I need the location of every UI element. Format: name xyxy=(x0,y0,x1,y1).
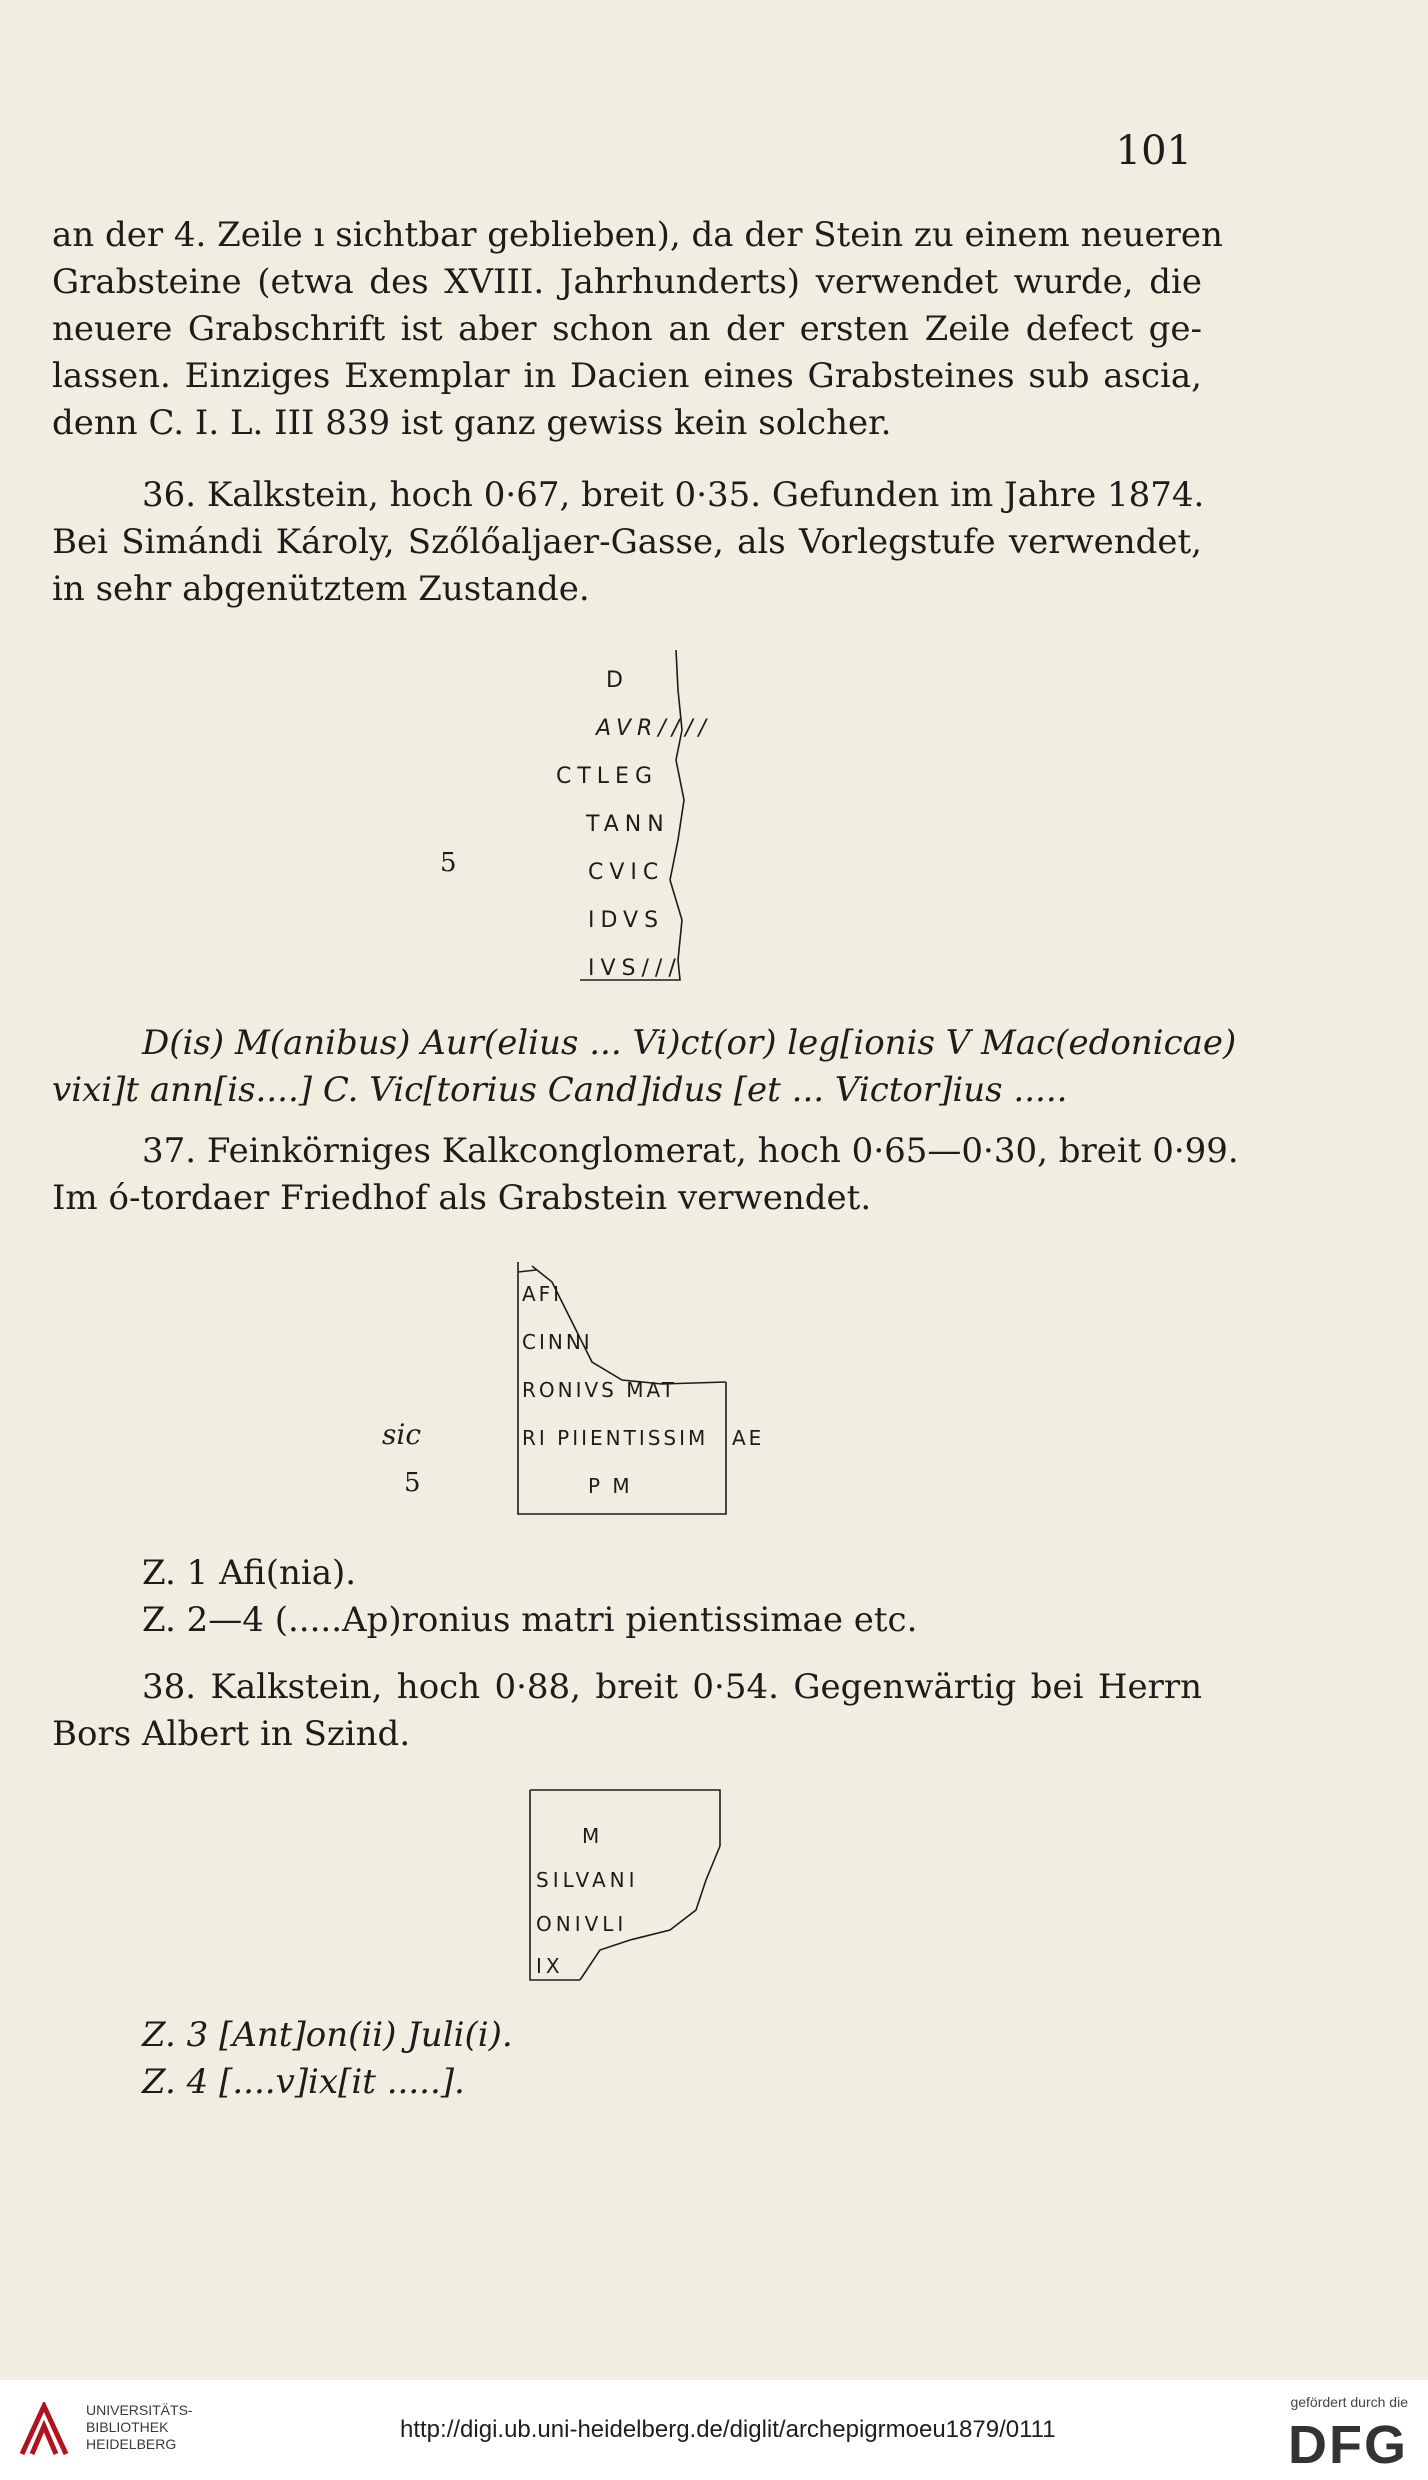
text-line: an der 4. Zeile ı sichtbar geblieben), da der Stein zu einem neueren xyxy=(52,215,1223,255)
text-line: Z. 3 [Ant]on(ii) Juli(i). xyxy=(142,2015,513,2055)
text-line: neuere Grabschrift ist aber schon an der ersten Zeile defect ge- xyxy=(52,309,1202,349)
text-line: 37. Feinkörniges Kalkconglomerat, hoch 0·65—0·30, breit 0·99. xyxy=(142,1131,1239,1171)
library-name-line: UNIVERSITÄTS- xyxy=(86,2402,193,2418)
inscription-line: CINNI xyxy=(522,1330,593,1354)
text-line: in sehr abgenütztem Zustande. xyxy=(52,569,590,609)
entry-36-transcription xyxy=(52,1020,1237,1114)
dfg-logo: DFG xyxy=(1288,2415,1408,2475)
inscription-line: CVIC xyxy=(588,860,665,885)
inscription-line: CTLEG xyxy=(556,764,659,789)
stone-outline-37 xyxy=(512,1262,772,1524)
line-number: 5 xyxy=(440,848,457,878)
text-line: D(is) M(anibus) Aur(elius ... Vi)ct(or) leg[ionis V Mac(edonicae) xyxy=(142,1023,1237,1063)
inscription-line: IX xyxy=(536,1954,564,1978)
inscription-line: RONIVS MAT xyxy=(522,1378,677,1402)
inscription-line: P M xyxy=(588,1474,633,1498)
text-line: Grabsteine (etwa des XVIII. Jahrhunderts) verwendet wurde, die xyxy=(52,262,1202,302)
entry-37-notes xyxy=(52,1550,1202,1644)
stone-outline-36 xyxy=(560,650,690,1000)
inscription-line: D xyxy=(606,668,629,693)
permalink[interactable]: http://digi.ub.uni-heidelberg.de/diglit/archepigrmoeu1879/0111 xyxy=(400,2416,1056,2443)
inscription-line: TANN xyxy=(586,812,670,837)
inscription-line: IVS/// xyxy=(588,956,682,981)
text-line: Bors Albert in Szind. xyxy=(52,1714,411,1754)
inscription-line: IDVS xyxy=(588,908,665,933)
library-name-line: BIBLIOTHEK xyxy=(86,2419,169,2435)
sic-note: sic xyxy=(382,1418,422,1451)
entry-38-notes xyxy=(52,2012,1202,2106)
entry-37-heading xyxy=(52,1128,1239,1222)
inscription-line: RI PIIENTISSIM xyxy=(522,1426,709,1450)
entry-36-heading xyxy=(52,472,1205,613)
text-line: 36. Kalkstein, hoch 0·67, breit 0·35. Gefunden im Jahre 1874. xyxy=(142,475,1205,515)
inscription-line: SILVANI xyxy=(536,1868,639,1892)
intro-paragraph xyxy=(52,212,1223,447)
inscription-line: M xyxy=(582,1824,604,1848)
text-line: Z. 2—4 (.....Ap)ronius matri pientissimae etc. xyxy=(142,1600,918,1640)
text-line: Z. 4 [....v]ix[it .....]. xyxy=(142,2062,465,2102)
text-line: denn C. I. L. III 839 ist ganz gewiss kein solcher. xyxy=(52,403,892,443)
text-line: Z. 1 Afi(nia). xyxy=(142,1553,357,1593)
inscription-line: AVR//// xyxy=(596,716,712,741)
stone-outline-38 xyxy=(520,1790,730,2000)
inscription-line: AE xyxy=(732,1426,765,1450)
text-line: lassen. Einziges Exemplar in Dacien eines Grabsteines sub ascia, xyxy=(52,356,1202,396)
funder-note: gefördert durch die xyxy=(1290,2394,1408,2410)
digitization-footer xyxy=(0,2380,1428,2480)
library-name xyxy=(86,2402,193,2453)
entry-38-heading xyxy=(52,1664,1202,1758)
text-line: vixi]t ann[is....] C. Vic[torius Cand]idus [et ... Victor]ius ..... xyxy=(52,1070,1068,1110)
inscription-line: ONIVLI xyxy=(536,1912,628,1936)
text-line: Im ó-tordaer Friedhof als Grabstein verwendet. xyxy=(52,1178,872,1218)
library-name-line: HEIDELBERG xyxy=(86,2436,177,2452)
university-library-logo-icon xyxy=(18,2402,70,2458)
text-line: Bei Simándi Károly, Szőlőaljaer-Gasse, als Vorlegstufe verwendet, xyxy=(52,522,1202,562)
inscription-line: AFI xyxy=(522,1282,563,1306)
line-number: 5 xyxy=(404,1468,421,1498)
page-number: 101 xyxy=(1115,128,1192,174)
text-line: 38. Kalkstein, hoch 0·88, breit 0·54. Gegenwärtig bei Herrn xyxy=(142,1667,1202,1707)
